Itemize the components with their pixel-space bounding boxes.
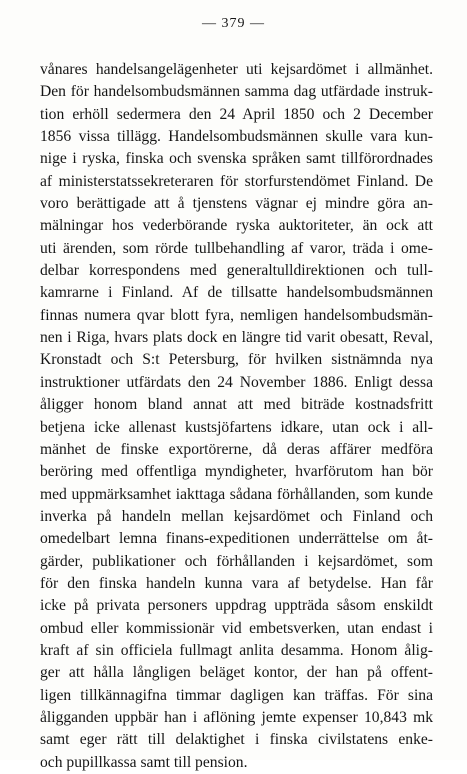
page-number: — 379 —: [202, 16, 265, 31]
text-line: Den för handelsombudsmännen samma dag utfärdade instruk-: [40, 83, 433, 101]
text-line: ger att hålla långligen beläget kontor, der han på offent-: [40, 664, 433, 682]
text-line: delbar korrespondens med generaltulldirektionen och tull-: [40, 262, 433, 280]
text-line: finnas numera qvar blott fyra, nemligen handelsombudsmän-: [40, 306, 433, 324]
text-line: kraft af sin officiela fullmagt anlita desamma. Honom ålig-: [40, 641, 433, 659]
text-line: instruktioner utfärdats den 24 November 1886. Enligt dessa: [40, 373, 433, 391]
text-line: och pupillkassa samt till pension.: [40, 753, 248, 771]
text-line: omedelbart lemna finans-expeditionen underrättelse om åt-: [40, 530, 433, 548]
text-line: 1856 vissa tillägg. Handelsombudsmännen skulle vara kun-: [40, 128, 433, 146]
text-line: betjena icke allenast kustsjöfartens idkare, utan ock i all-: [40, 418, 433, 436]
text-line: inverka på handeln mellan kejsardömet och Finland och: [40, 507, 433, 525]
text-line: mänhet de finske exportörerne, då deras affärer medföra: [40, 440, 433, 458]
text-line: voro berättigade att å tjenstens vägnar ej mindre göra an-: [40, 195, 433, 213]
text-line: för den finska handeln kunna vara af betydelse. Han får: [40, 574, 433, 592]
text-line: med uppmärksamhet iakttaga sådana förhållanden, som kunde: [40, 485, 433, 503]
text-line: icke på privata personers uppdrag uppträda såsom enskildt: [40, 597, 433, 615]
text-line: Kronstadt och S:t Petersburg, för hvilken sistnämnda nya: [40, 351, 433, 369]
text-line: ombud eller kommissionär vid embetsverken, utan endast i: [40, 619, 433, 637]
text-line: nige i ryska, finska och svenska språken samt tillförordnades: [40, 150, 433, 168]
text-line: samt eger rätt till delaktighet i finska civilstatens enke-: [40, 731, 433, 749]
text-line: åligger honom bland annat att med biträde kostnadsfritt: [40, 396, 433, 414]
text-line: af ministerstatssekreteraren för storfurstendömet Finland. De: [40, 172, 433, 190]
text-line: åligganden uppbär han i aflöning jemte expenser 10,843 mk: [40, 708, 433, 726]
text-line: beröring med offentliga myndigheter, hvarförutom han bör: [40, 463, 433, 481]
text-line: uti ärenden, som rörde tullbehandling af varor, träda i ome-: [40, 239, 433, 257]
text-line: mälningar hos vederbörande ryska auktoriteter, än ock att: [40, 217, 433, 235]
text-line: kamrarne i Finland. Af de tillsatte handelsombudsmännen: [40, 284, 433, 302]
text-line: tion erhöll sedermera den 24 April 1850 och 2 December: [40, 105, 433, 123]
text-line: nen i Riga, hvars plats dock en längre tid varit obesatt, Reval,: [40, 329, 433, 347]
body-text: [40, 59, 433, 774]
text-line: vånares handelsangelägenheter uti kejsardömet i allmänhet.: [40, 61, 433, 78]
text-line: ligen tillkännagifna timmar dagligen kan träffas. För sina: [40, 686, 433, 704]
text-line: gärder, publikationer och förhållanden i kejsardömet, som: [40, 552, 433, 570]
